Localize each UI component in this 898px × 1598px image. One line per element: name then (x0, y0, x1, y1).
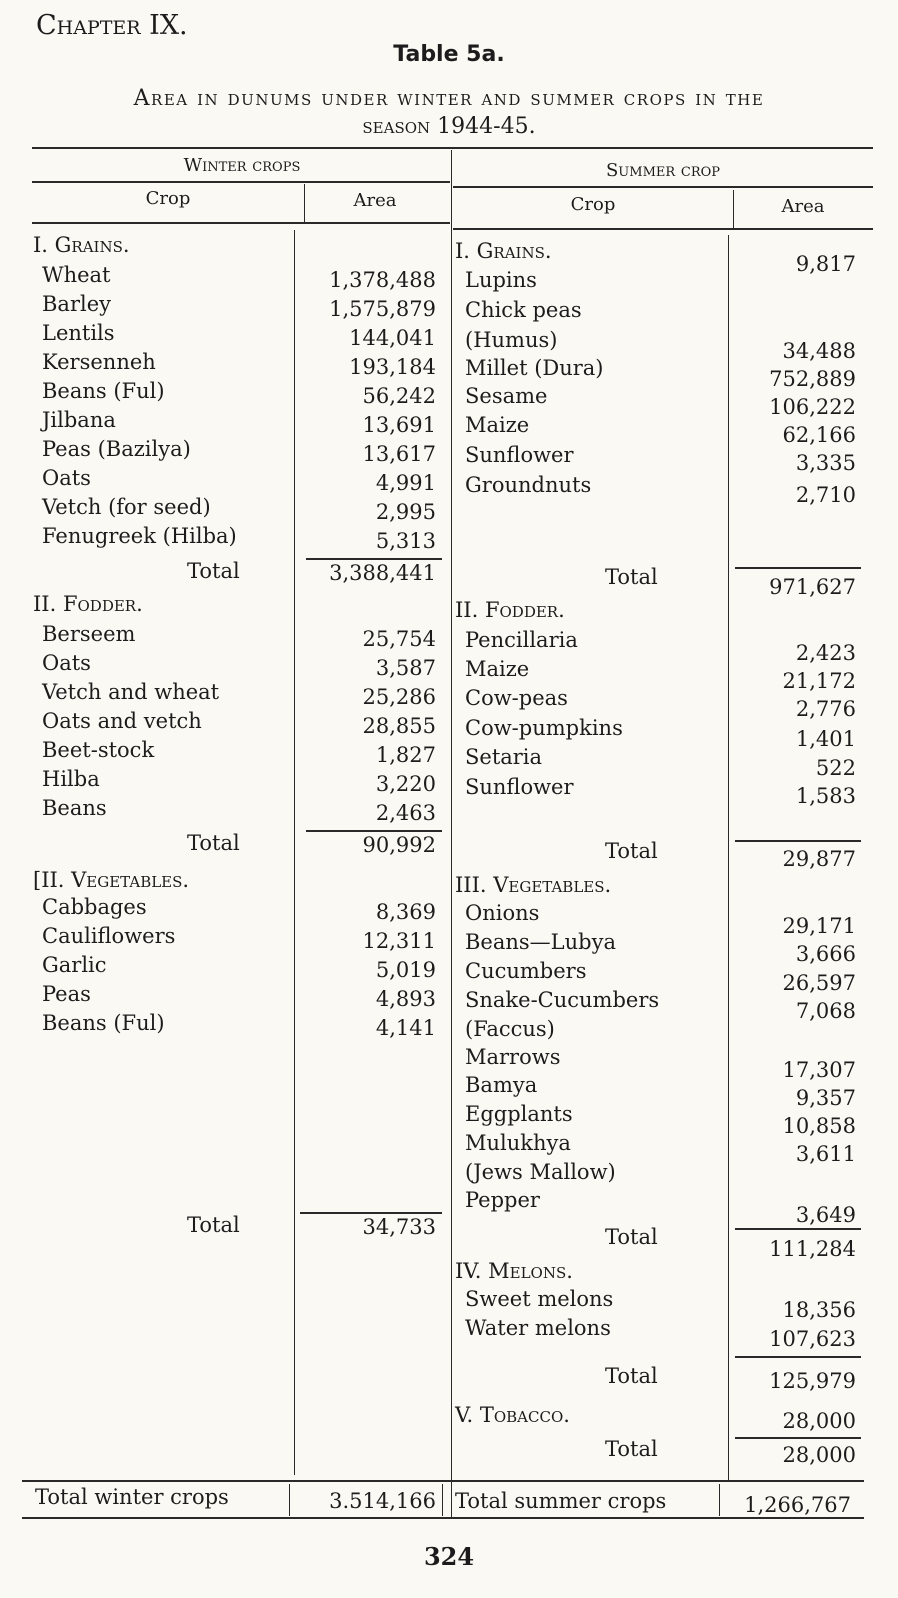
crop-name: Onions (465, 901, 540, 925)
crop-area: 3,587 (375, 656, 436, 680)
total-value: 125,979 (769, 1369, 856, 1393)
total-value: 111,284 (769, 1237, 856, 1261)
crop-name: Lupins (465, 268, 537, 292)
crop-area: 3,649 (795, 1203, 856, 1227)
divider-total-winter (289, 1484, 290, 1516)
section-heading: III. Vegetables. (455, 873, 612, 897)
crop-area: 8,369 (375, 900, 436, 924)
crop-area: 25,286 (362, 685, 436, 709)
crop-name: Chick peas (465, 298, 582, 322)
rule-summer-veg-total (735, 1228, 861, 1230)
crop-area: 26,597 (782, 971, 856, 995)
total-label: Total (187, 1213, 240, 1237)
crop-name: Sweet melons (465, 1287, 614, 1311)
crop-name: Cow-peas (465, 686, 568, 710)
crop-area: 12,311 (362, 929, 436, 953)
crop-name: Beans (42, 796, 107, 820)
winter-area-col-header: Area (353, 190, 397, 211)
winter-crop-col-header: Crop (145, 188, 191, 209)
crop-name: Beans—Lubya (465, 930, 616, 954)
total-value: 971,627 (769, 575, 856, 599)
crop-area: 56,242 (362, 384, 436, 408)
crop-area: 28,855 (362, 714, 436, 738)
crop-area: 3,611 (795, 1142, 856, 1166)
section-heading: II. Fodder. (33, 592, 143, 616)
crop-area: 13,691 (362, 413, 436, 437)
section-heading: [II. Vegetables. (33, 868, 190, 892)
total-label: Total (605, 1364, 658, 1388)
crop-name: Groundnuts (465, 473, 592, 497)
crop-area: 3,220 (375, 772, 436, 796)
crop-area: 106,222 (769, 395, 856, 419)
divider-total-center (442, 1484, 443, 1516)
crop-name: Bamya (465, 1073, 538, 1097)
rule-winter-grains-total (306, 558, 442, 560)
crop-name: Sunflower (465, 443, 574, 467)
crop-name: Fenugreek (Hilba) (42, 524, 237, 548)
total-value: 28,000 (782, 1443, 856, 1467)
crop-name: Maize (465, 413, 530, 437)
rule-grand-total-top (22, 1480, 864, 1482)
crop-name: Oats and vetch (42, 709, 202, 733)
rule-grand-total-bottom (22, 1517, 864, 1519)
total-label: Total (605, 1225, 658, 1249)
title-season-word: season (362, 114, 431, 139)
crop-name: Barley (42, 292, 111, 316)
crop-name: Wheat (42, 263, 111, 287)
crop-area: 522 (815, 756, 856, 780)
crop-name: Mulukhya (465, 1131, 571, 1155)
crop-area: 4,893 (375, 987, 436, 1011)
table-title-line2 (0, 116, 898, 138)
crop-name: Water melons (465, 1316, 611, 1340)
rule-winter-fodder-total (306, 830, 442, 832)
total-label: Total (605, 565, 658, 589)
section-heading: II. Fodder. (455, 598, 565, 622)
crop-name: Oats (42, 466, 91, 490)
total-label: Total (605, 839, 658, 863)
crop-area: 3,335 (795, 451, 856, 475)
crop-area: 193,184 (349, 355, 436, 379)
total-label: Total (187, 831, 240, 855)
crop-area: 752,889 (769, 367, 856, 391)
crop-area: 1,827 (375, 743, 436, 767)
crop-name: Jilbana (42, 408, 116, 432)
total-value: 3,388,441 (329, 561, 436, 585)
crop-area: 25,754 (362, 627, 436, 651)
crop-area: 2,710 (795, 483, 856, 507)
crop-name: Sesame (465, 384, 548, 408)
crop-name: Vetch (for seed) (42, 495, 211, 519)
crop-area: 4,991 (375, 471, 436, 495)
total-winter-label: Total winter crops (35, 1485, 229, 1509)
rule-winter-subheader (32, 181, 450, 183)
divider-total-summer (719, 1484, 720, 1516)
crop-name: Millet (Dura) (465, 356, 604, 380)
total-summer-value: 1,266,767 (744, 1493, 851, 1517)
rule-winter-veg-total (300, 1212, 442, 1214)
section-heading: I. Grains. (455, 239, 552, 263)
section-heading: I. Grains. (33, 233, 130, 257)
total-value: 90,992 (362, 833, 436, 857)
crop-name: Oats (42, 651, 91, 675)
crop-area: 2,995 (375, 500, 436, 524)
crop-area: 4,141 (375, 1016, 436, 1040)
crop-name: Cauliflowers (42, 924, 176, 948)
crop-area: 107,623 (769, 1327, 856, 1351)
crop-area: 1,401 (795, 727, 856, 751)
rule-top (32, 147, 873, 149)
crop-name: Pencillaria (465, 628, 578, 652)
crop-area: 21,172 (782, 669, 856, 693)
section-heading: IV. Melons. (455, 1259, 573, 1283)
winter-crops-header: Winter crops (183, 155, 301, 176)
crop-name: Snake-Cucumbers (465, 988, 660, 1012)
crop-area: 1,583 (795, 784, 856, 808)
crop-name: Beet-stock (42, 738, 155, 762)
crop-name: Berseem (42, 622, 136, 646)
crop-area: 3,666 (795, 942, 856, 966)
crop-area: 1,575,879 (329, 297, 436, 321)
divider-summer-header (733, 190, 734, 230)
crop-area: 34,488 (782, 339, 856, 363)
crop-name: Vetch and wheat (42, 680, 220, 704)
title-season-year: 1944-45. (437, 114, 536, 139)
rule-summer-grains-total (735, 567, 861, 569)
total-label: Total (605, 1437, 658, 1461)
crop-area: 62,166 (782, 423, 856, 447)
crop-name: Setaria (465, 745, 543, 769)
page-number: 324 (423, 1542, 475, 1571)
crop-area: 5,313 (375, 529, 436, 553)
crop-name: (Faccus) (465, 1017, 555, 1041)
crop-area: 5,019 (375, 958, 436, 982)
crop-area: 2,463 (375, 801, 436, 825)
crop-name: Cow-pumpkins (465, 716, 623, 740)
total-winter-value: 3.514,166 (329, 1489, 436, 1513)
summer-area-col-header: Area (781, 196, 825, 217)
crop-area: 2,776 (795, 697, 856, 721)
crop-name: Lentils (42, 321, 115, 345)
crop-name: Cabbages (42, 895, 147, 919)
crop-name: (Jews Mallow) (465, 1160, 616, 1184)
crop-area: 17,307 (782, 1058, 856, 1082)
rule-summer-header-bottom (453, 228, 873, 230)
crop-area: 1,378,488 (329, 268, 436, 292)
crop-area: 7,068 (795, 999, 856, 1023)
crop-name: Peas (Bazilya) (42, 437, 191, 461)
crop-name: Pepper (465, 1188, 540, 1212)
crop-name: Beans (Ful) (42, 379, 165, 403)
crop-area: 9,817 (795, 252, 856, 276)
crop-area: 13,617 (362, 442, 436, 466)
crop-name: Beans (Ful) (42, 1011, 165, 1035)
crop-name: Sunflower (465, 775, 574, 799)
rule-summer-tobacco-total (735, 1437, 861, 1439)
crop-area: 18,356 (782, 1298, 856, 1322)
crop-area: 29,171 (782, 914, 856, 938)
rule-summer-melons-total (735, 1356, 861, 1358)
crop-name: (Humus) (465, 328, 558, 352)
rule-summer-subheader (453, 186, 873, 188)
crop-area: 2,423 (795, 641, 856, 665)
crop-name: Kersenneh (42, 350, 156, 374)
total-summer-label: Total summer crops (455, 1489, 667, 1513)
total-value: 34,733 (362, 1215, 436, 1239)
crop-name: Hilba (42, 767, 100, 791)
table-title-line1: Area in dunums under winter and summer crops in the (133, 86, 765, 111)
divider-winter-body (294, 230, 295, 1475)
rule-winter-header-bottom (32, 222, 450, 224)
summer-crop-col-header: Crop (570, 194, 616, 215)
rule-summer-fodder-total (735, 840, 861, 842)
section-heading: V. Tobacco. (455, 1403, 570, 1427)
crop-name: Maize (465, 657, 530, 681)
crop-name: Eggplants (465, 1102, 573, 1126)
crop-name: Garlic (42, 953, 107, 977)
crop-area: 28,000 (782, 1409, 856, 1433)
divider-winter-header (304, 184, 305, 224)
crop-name: Peas (42, 982, 91, 1006)
summer-crop-header: Summer crop (605, 160, 721, 181)
divider-center (451, 150, 452, 1517)
table-number: Table 5a. (393, 42, 505, 67)
crop-area: 10,858 (782, 1114, 856, 1138)
crop-area: 9,357 (795, 1086, 856, 1110)
crop-name: Cucumbers (465, 959, 587, 983)
total-value: 29,877 (782, 847, 856, 871)
crop-area: 144,041 (349, 326, 436, 350)
crop-name: Marrows (465, 1045, 561, 1069)
total-label: Total (187, 559, 240, 583)
chapter-heading: Chapter IX. (36, 10, 188, 41)
